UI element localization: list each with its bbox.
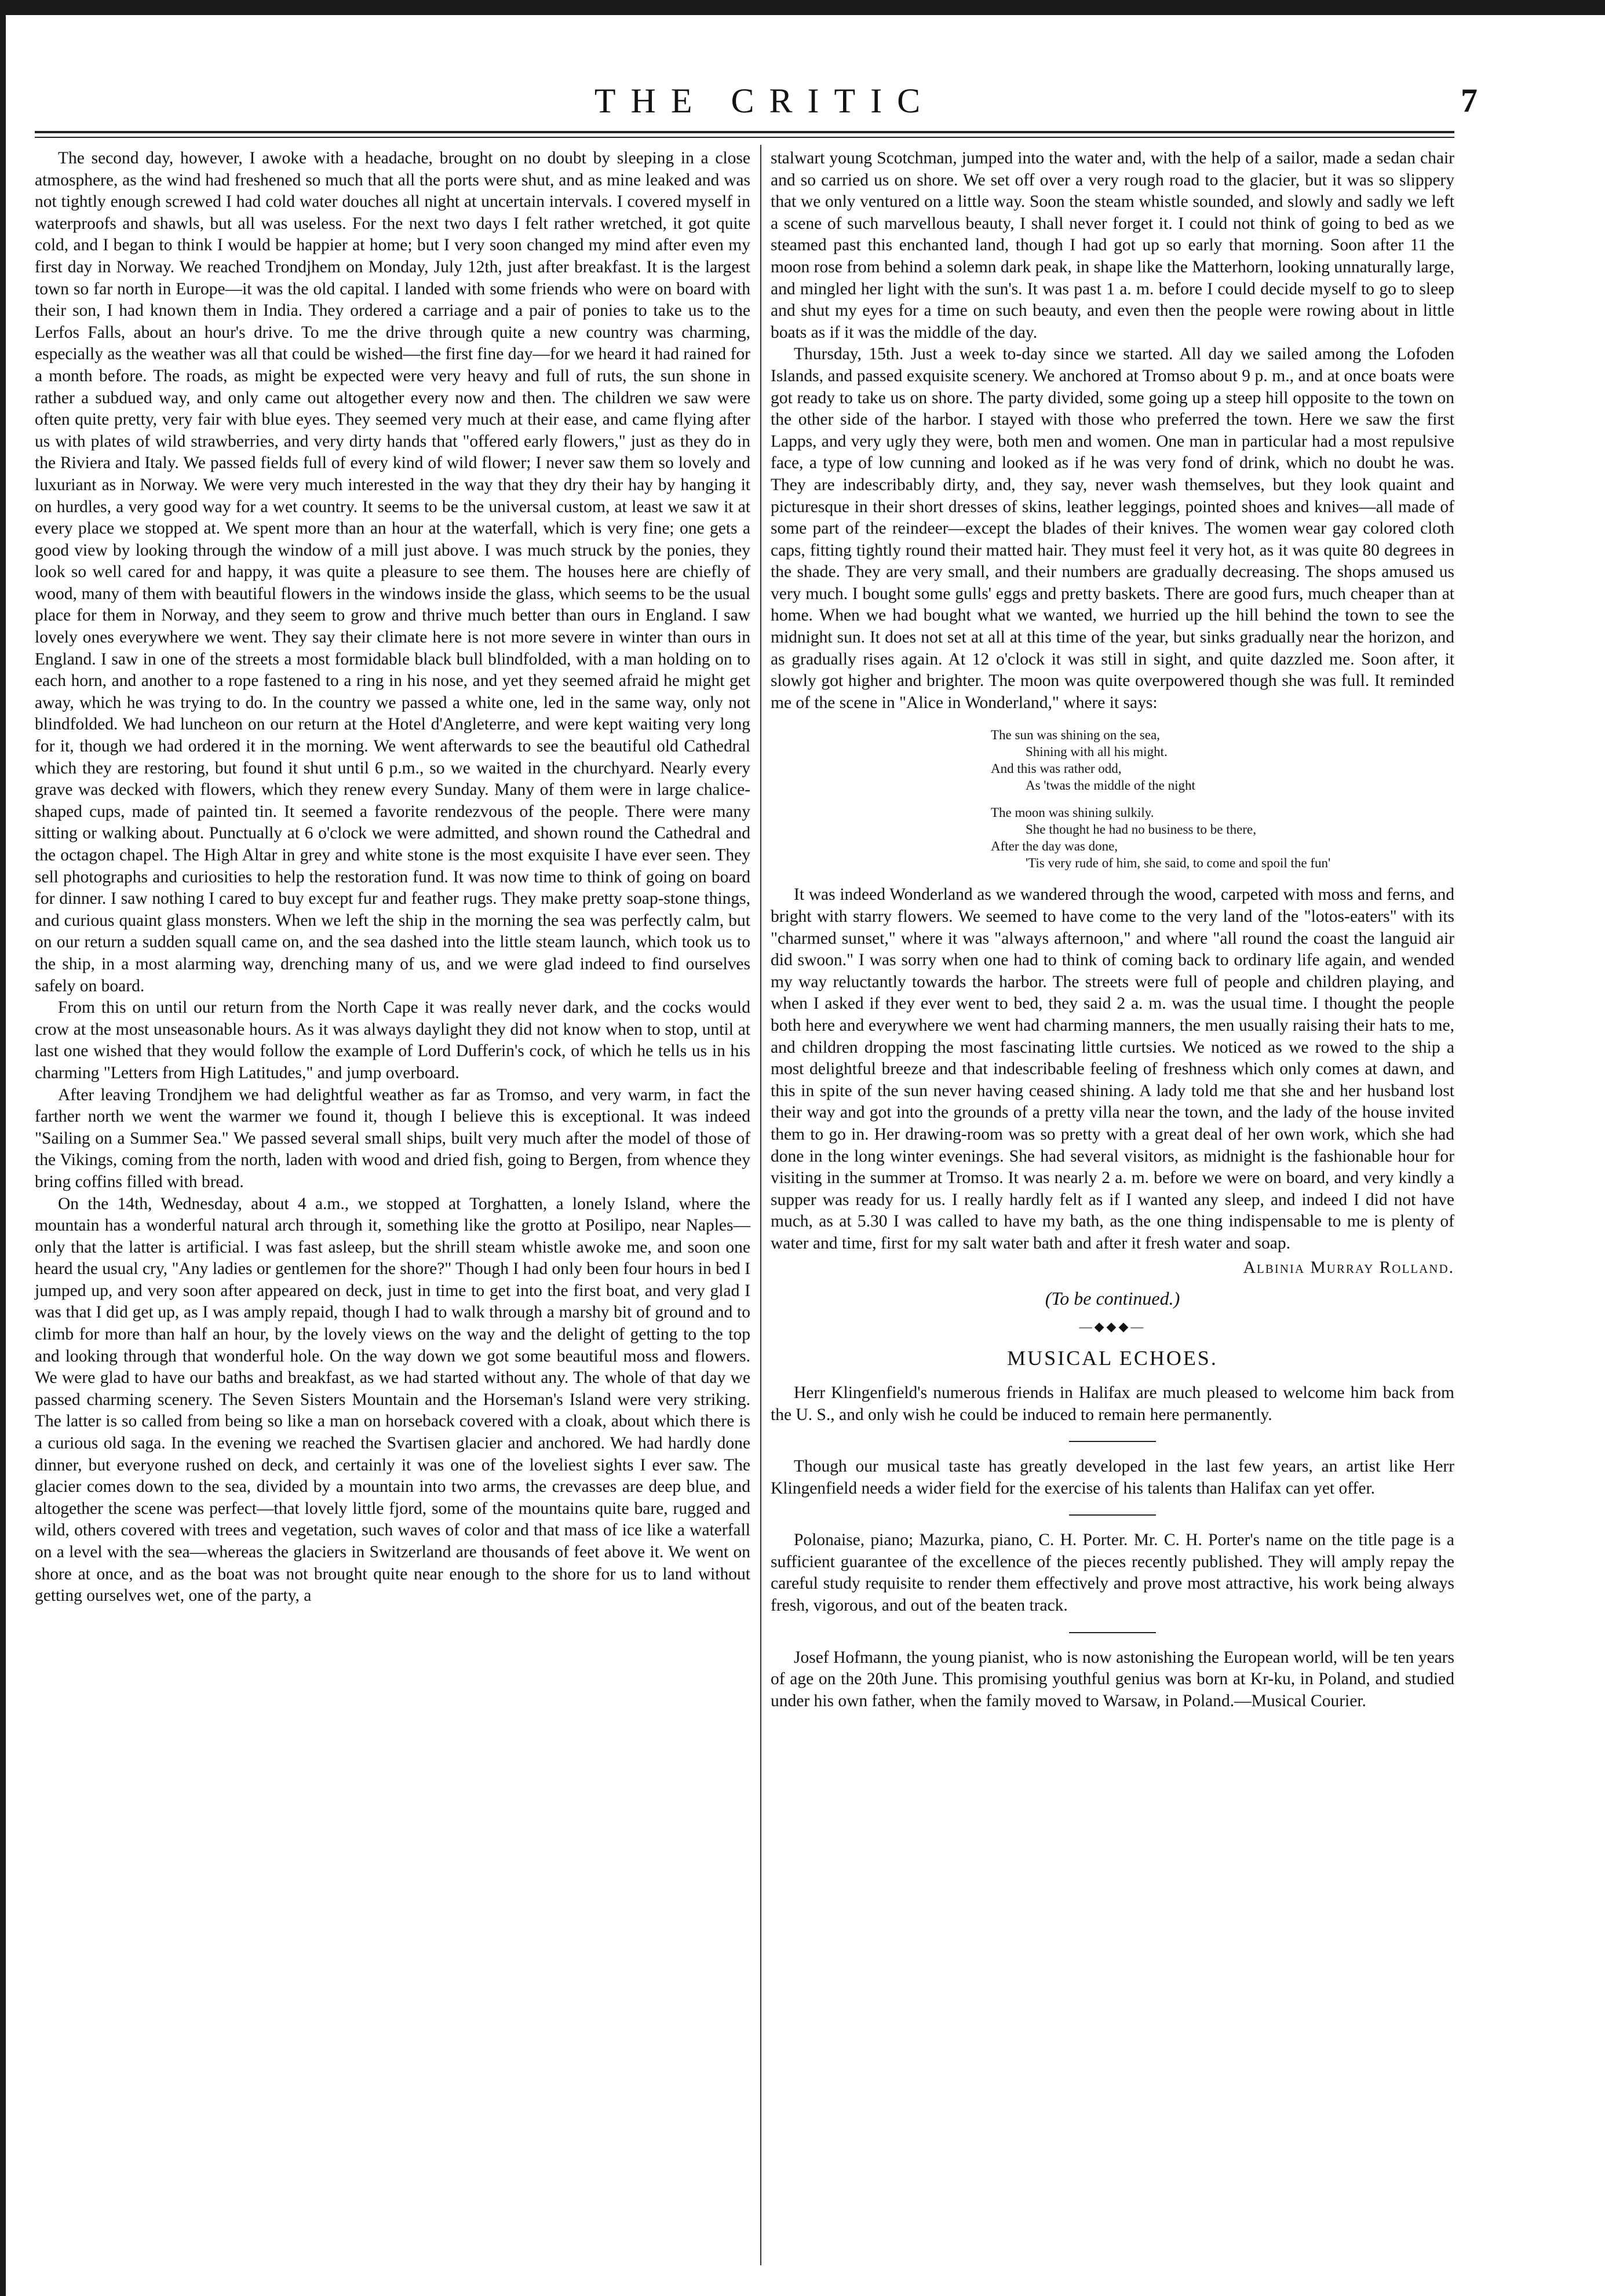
header-rule <box>35 131 1454 133</box>
to-be-continued: (To be continued.) <box>1045 1288 1180 1309</box>
ornament-divider: —◆◆◆— <box>1079 1319 1146 1334</box>
item-separator <box>1069 1514 1156 1516</box>
item-separator <box>1069 1441 1156 1442</box>
poem-line: As 'twas the middle of the night <box>1026 778 1195 793</box>
masthead-title: THE CRITIC <box>594 82 936 120</box>
quoted-poem <box>771 727 1454 871</box>
poem-line: Shining with all his might. <box>1026 744 1168 760</box>
article-paragraph: From this on until our return from the North Cape it was really never dark, and the cocks would crow at the most unseasonable hours. As it was always daylight they did not know when to stop, until at last one wished that they would follow the example of Lord Dufferin's cock, of which he tells us in his charming "Letters from High Latitudes," and jump overboard. <box>35 998 750 1082</box>
poem-line: The sun was shining on the sea, <box>991 728 1160 743</box>
page-header <box>35 81 1495 145</box>
article-paragraph: On the 14th, Wednesday, about 4 a.m., we stopped at Torghatten, a lonely Island, where the mountain has a wonderful natural arch through it, something like the grotto at Posilipo, near Naples—only that the latter is artificial. I was fast asleep, but the shrill steam whistle awoke me, and soon one heard the usual cry, "Any ladies or gentlemen for the shore?" Though I had only been four hours in bed I jumped up, and very soon after appeared on deck, just in time to get into the first boat, and very glad I was that I did get up, as I was amply repaid, though I had to walk through a marshy bit of ground and to climb for more than half an hour, by the lovely views on the way and the delight of getting to the top and looking through that wonderful hole. On the way down we got some beautiful moss and flowers. We were glad to have our baths and breakfast, as we had started without any. The whole of that day we passed charming scenery. The Seven Sisters Mountain and the Horseman's Island were very striking. The latter is so called from being so like a man on horseback covered with a cloak, about which there is a curious old saga. In the evening we reached the Svartisen glacier and anchored. We had hardly done dinner, but everyone rushed on deck, and certainly it was one of the loveliest sights I ever saw. The glacier comes down to the sea, divided by a mountain into two arms, the crevasses are deep blue, and altogether the scene was perfect—that lovely little fjord, some of the mountains quite bare, rugged and wild, others covered with trees and vegetation, such waves of color and that mass of ice like a waterfall on a level with the sea—whereas the glaciers in Switzerland are thousands of feet above it. We went on shore at once, and as the boat was not brought quite near enough to the shore for us to land without getting ourselves wet, one of the party, a <box>35 1194 750 1605</box>
article-paragraph: The second day, however, I awoke with a headache, brought on no doubt by sleeping in a close atmosphere, as the wind had freshened so much that all the ports were shut, and as mine leaked and was not tightly enough screwed I had cold water douches all night at uncertain intervals. I covered myself in waterproofs and shawls, but all was useless. For the next two days I felt rather wretched, it got quite cold, and I began to think I would be happier at home; but I very soon changed my mind after even my first day in Norway. We reached Trondjhem on Monday, July 12th, just after breakfast. It is the largest town so far north in Europe—it was the old capital. I landed with some friends who were on board with their son, I had known them in India. They ordered a carriage and a pair of ponies to take us to the Lerfos Falls, about an hour's drive. To me the drive through quite a new country was charming, especially as the weather was all that could be wished—the first fine day—for we heard it had rained for a month before. The roads, as might be expected were very heavy and full of ruts, the sun shone in rather a subdued way, and only came out altogether every now and then. The children we saw were often quite pretty, very fair with blue eyes. They seemed very much at their ease, and came flying after us with plates of wild strawberries, and very dirty hands that "offered early flowers," just as they do in the Riviera and Italy. We passed fields full of every kind of wild flower; I never saw them so lovely and luxuriant as in Norway. We were very much interested in the way that they dry their hay by hanging it on hurdles, a very good way for a wet country. It seems to be the universal custom, at least we saw it at every place we stopped at. We spent more than an hour at the waterfall, which is very fine; one gets a good view by looking through the window of a mill just above. I was much struck by the ponies, they look so well cared for and happy, it was quite a pleasure to see them. The houses here are chiefly of wood, many of them with beautiful flowers in the windows inside the glass, which seems to be the usual place for them in Norway, and they seem to grow and thrive much better than ours in England. I saw lovely ones everywhere we went. They say their climate here is not more severe in winter than ours in England. I saw in one of the streets a most formidable black bull blindfolded, with a man holding on to each horn, and another to a rope fastened to a ring in his nose, and yet they seemed afraid he might get away, which he was trying to do. In the country we passed a white one, led in the same way, only not blindfolded. We had luncheon on our return at the Hotel d'Angleterre, and were kept waiting very long for it, though we had ordered it in the morning. We went afterwards to see the beautiful old Cathedral which they are restoring, but found it shut until 6 p.m., so we waited in the churchyard. Nearly every grave was decked with flowers, which they renew every Sunday. Many of them were in large chalice-shaped cups, made of painted tin. It seemed a favorite rendezvous of the people. There were many sitting or walking about. Punctually at 6 o'clock we were admitted, and shown round the Cathedral and the octagon chapel. The High Altar in grey and white stone is the most exquisite I have ever seen. They sell photographs and curiosities to help the restoration fund. It was now time to think of going on board for dinner. I saw nothing I cared to buy except fur and feather rugs. They make pretty soap-stone things, and curious quaint glass monsters. When we left the ship in the morning the sea was perfectly calm, but on our return a sudden squall came on, and the sea dashed into the little steam launch, which took us to the ship, in a most alarming way, drenching many of us, and we were glad indeed to find ourselves safely on board. <box>35 149 750 995</box>
article-paragraph: It was indeed Wonderland as we wandered through the wood, carpeted with moss and ferns, and bright with starry flowers. We seemed to have come to the very land of the "lotos-eaters" with its "charmed sunset," where it was "always afternoon," and where "all round the coast the languid air did swoon." I was sorry when one had to think of coming back to ordinary life again, and wended my way reluctantly towards the harbor. The streets were full of people and children playing, and when I asked if they ever went to bed, they said 2 a. m. was the usual time. I thought the people both here and everywhere we went had charming manners, the men usually raising their hats to me, and children dropping the most fascinating little curtsies. We noticed as we rowed to the ship a most delightful breeze and that indescribable feeling of freshness which only comes at dawn, and this in spite of the sun never having ceased shining. A lady told me that she and her husband lost their way and got into the grounds of a pretty villa near the town, and the lady of the house invited them to go in. Her drawing-room was so pretty with a great deal of her own work, which she had done in the long winter evenings. She had several visitors, as midnight is the fashionable hour for visiting in the summer at Tromso. It was nearly 2 a. m. before we were on board, and very kindly a supper was ready for us. I really hardly felt as if I wanted any sleep, and indeed I did not have much, as at 5.30 I was called to have my bath, as the one thing indispensable to me is plenty of water and time, first for my salt water bath and after it fresh water and soap. <box>771 885 1454 1253</box>
music-item: Herr Klingenfield's numerous friends in Halifax are much pleased to welcome him back from the U. S., and only wish he could be induced to remain here permanently. <box>771 1383 1454 1424</box>
column-divider <box>760 145 761 2265</box>
article-paragraph: stalwart young Scotchman, jumped into the water and, with the help of a sailor, made a sedan chair and so carried us on shore. We set off over a very rough road to the glacier, but it was so slippery that we only ventured on a little way. Soon the steam whistle sounded, and slowly and sadly we left a scene of such marvellous beauty, I shall never forget it. I could not think of going to bed as we steamed past this enchanted land, though I had got up so early that morning. Soon after 11 the moon rose from behind a solemn dark peak, in shape like the Matterhorn, looking unnaturally large, and mingled her light with the sun's. It was past 1 a. m. before I could decide myself to go to sleep and shut my eyes for a time on such beauty, and even then the people were rowing about in little boats as if it was the middle of the day. <box>771 149 1454 342</box>
poem-line: She thought he had no business to be there, <box>1026 822 1256 837</box>
poem-line: After the day was done, <box>991 839 1118 854</box>
left-column <box>35 148 750 1607</box>
music-item: Though our musical taste has greatly developed in the last few years, an artist like Herr Klingenfield needs a wider field for the exercise of his talents than Halifax can yet offer. <box>771 1457 1454 1498</box>
top-border <box>0 0 1605 15</box>
poem-line: The moon was shining sulkily. <box>991 805 1154 820</box>
poem-line: 'Tis very rude of him, she said, to come and spoil the fun' <box>1026 856 1331 871</box>
music-item: Polonaise, piano; Mazurka, piano, C. H. Porter. Mr. C. H. Porter's name on the title page is a sufficient guarantee of the excellence of the pieces recently published. They will amply repay the careful study requisite to render them effectively and prove most attractive, his work being always fresh, vigorous, and out of the beaten track. <box>771 1531 1454 1615</box>
poem-stanza <box>771 804 1454 871</box>
left-border <box>0 0 6 2296</box>
header-rule-thin <box>35 137 1454 138</box>
author-signature: Albinia Murray Rolland. <box>1243 1258 1454 1277</box>
item-separator <box>1069 1632 1156 1633</box>
article-paragraph: Thursday, 15th. Just a week to-day since we started. All day we sailed among the Lofoden Islands, and passed exquisite scenery. We anchored at Tromso about 9 p. m., and at once boats were got ready to take us on shore. The party divided, some going up a steep hill opposite to the town on the other side of the harbor. I stayed with those who preferred the town. Here we saw the first Lapps, and very ugly they were, both men and women. One man in particular had a most repulsive face, a type of low cunning and looked as if he was very fond of drink, which no doubt he was. They are indescribably dirty, and, they say, never wash themselves, but they look quaint and picturesque in their short dresses of skins, leather leggings, pointed shoes and knives—all made of some part of the reindeer—except the blades of their knives. The women wear gay colored cloth caps, fitting tightly round their matted hair. They must feel it very hot, as it was quite 80 degrees in the shade. They are very small, and their numbers are gradually decreasing. The shops amused us very much. I bought some gulls' eggs and pretty baskets. There are good furs, much cheaper than at home. When we had bought what we wanted, we hurried up the hill behind the town to see the midnight sun. It does not set at all at this time of the year, but sinks gradually near the horizon, and as gradually rises again. At 12 o'clock it was still in sight, and quite dazzled me. Soon after, it slowly got higher and brighter. The moon was quite overpowered though she was full. It reminded me of the scene in "Alice in Wonderland," where it says: <box>771 345 1454 712</box>
poem-line: And this was rather odd, <box>991 761 1122 776</box>
section-title: MUSICAL ECHOES. <box>1007 1346 1218 1370</box>
poem-stanza <box>771 727 1454 794</box>
page-number: 7 <box>1461 82 1478 119</box>
music-item: Josef Hofmann, the young pianist, who is now astonishing the European world, will be ten years of age on the 20th June. This promising youthful genius was born at Kr-ku, in Poland, and studied under his own father, when the family moved to Warsaw, in Poland.—Musical Courier. <box>771 1648 1454 1710</box>
right-column <box>771 148 1454 1712</box>
article-paragraph: After leaving Trondjhem we had delightful weather as far as Tromso, and very warm, in fact the farther north we went the warmer we found it, though I believe this is exceptional. It was indeed "Sailing on a Summer Sea." We passed several small ships, built very much after the model of those of the Vikings, coming from the north, laden with wood and dried fish, going to Bergen, from whence they bring coffins filled with bread. <box>35 1085 750 1191</box>
